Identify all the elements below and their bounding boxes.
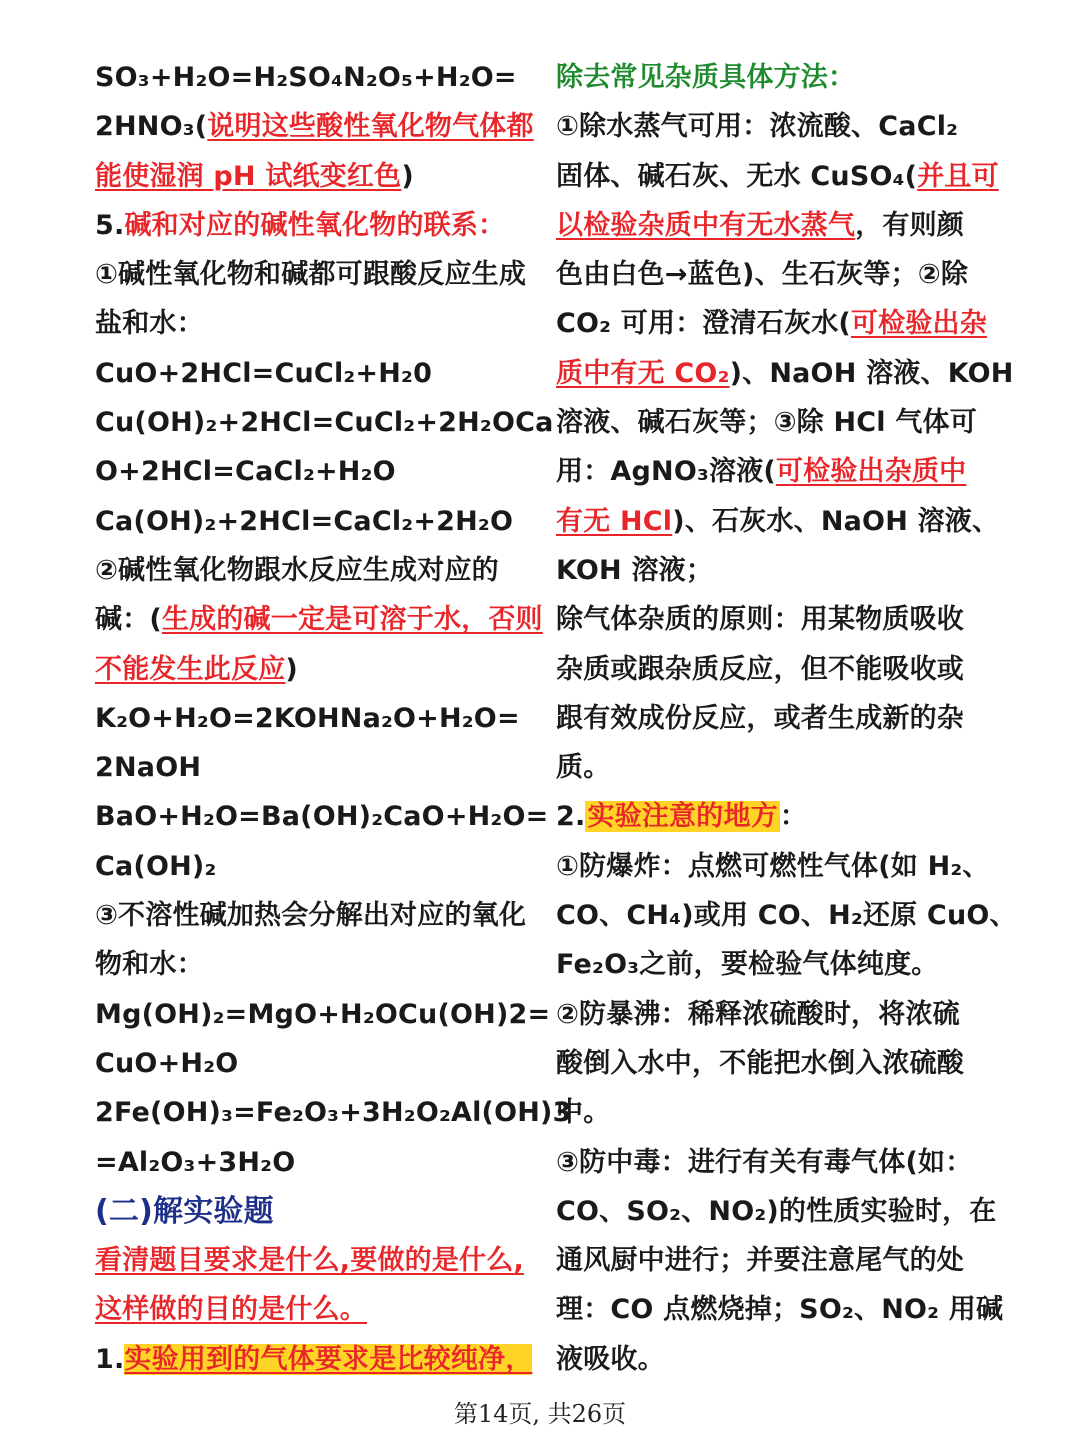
equation: Ca(OH)₂+2HCl=CaCl₂+2H₂O (95, 505, 514, 537)
red-note: 质中有无 CO₂ (556, 357, 730, 389)
text-line (556, 1138, 988, 1187)
text-line (95, 694, 540, 743)
equation: K₂O+H₂O=2KOHNa₂O+H₂O= (95, 702, 520, 734)
text-line (556, 546, 988, 595)
paren: ) (401, 160, 414, 192)
page-number: 第14页, 共26页 (453, 1400, 627, 1428)
body-text: 跟有效成份反应，或者生成新的杂 (556, 702, 964, 734)
body-text: 色由白色→蓝色)、生石灰等；②除 (556, 259, 969, 291)
equation: SO₃+H₂O=H₂SO₄N₂O₅+H₂O= (95, 62, 517, 93)
red-note: 看清题目要求是什么,要做的是什么, (95, 1245, 524, 1277)
text-line (556, 694, 988, 743)
text-line (95, 595, 543, 644)
body-text: 理：CO 点燃烧掉；SO₂、NO₂ 用碱 (556, 1294, 1004, 1326)
text-line (556, 1187, 997, 1236)
body-text: 物和水： (95, 949, 204, 981)
text-line (95, 152, 540, 201)
text-line (556, 990, 988, 1039)
left-column (95, 53, 572, 1384)
equation: 2Fe(OH)₃=Fe₂O₃+3H₂O₂Al(OH)3 (95, 1097, 572, 1129)
red-note: 这样做的目的是什么。 (95, 1294, 367, 1326)
section-number: 5. (95, 209, 125, 241)
text-line (95, 102, 540, 151)
equation: Mg(OH)₂=MgO+H₂OCu(OH)2= (95, 998, 551, 1030)
text-line (95, 1285, 540, 1334)
text-line (556, 53, 988, 102)
text-line (95, 1088, 572, 1137)
body-text: 盐和水： (95, 308, 204, 340)
equation: CuO+H₂O (95, 1047, 239, 1079)
equation: Ca(OH)₂ (95, 850, 217, 882)
text-line (95, 1236, 540, 1285)
body-text: 杂质或跟杂质反应，但不能吸收或 (556, 653, 964, 685)
body-text: ③防中毒：进行有关有毒气体(如： (556, 1146, 973, 1178)
body-text: CO₂ 可用：澄清石灰水( (556, 308, 851, 340)
text-line (95, 398, 554, 447)
text-line (556, 1285, 1004, 1334)
body-text: 除气体杂质的原则：用某物质吸收 (556, 604, 964, 636)
green-heading: 除去常见杂质具体方法： (556, 62, 856, 93)
text-line (95, 940, 540, 989)
text-line (556, 1088, 988, 1137)
body-text: ②防暴沸：稀释浓硫酸时，将浓硫 (556, 998, 960, 1030)
text-line (95, 546, 540, 595)
text-line (95, 53, 540, 102)
equation: 2HNO₃( (95, 111, 208, 143)
body-text: KOH 溶液； (556, 554, 714, 586)
red-note: 说明这些酸性氧化物气体都 (207, 111, 534, 143)
text-line (95, 1039, 540, 1088)
section-number: 1. (95, 1343, 125, 1375)
text-line (556, 497, 1000, 546)
subsection-title (95, 1187, 540, 1236)
body-text: )、石灰水、NaOH 溶液、 (672, 505, 1000, 537)
body-text: 溶液、碱石灰等；③除 HCl 气体可 (556, 407, 977, 439)
highlighted-heading: 实验注意的地方 (587, 801, 778, 833)
body-text: )、NaOH 溶液、KOH (729, 357, 1014, 389)
body-text: 酸倒入水中，不能把水倒入浓硫酸 (556, 1047, 964, 1079)
text-line (95, 645, 540, 694)
body-text: ①防爆炸：点燃可燃性气体(如 H₂、 (556, 850, 990, 882)
red-heading: 碱和对应的碱性氧化物的联系： (124, 209, 506, 241)
equation: Cu(OH)₂+2HCl=CuCl₂+2H₂OCa (95, 407, 554, 439)
text-line (556, 645, 988, 694)
text-line (556, 447, 988, 496)
text-line (95, 299, 540, 348)
text-line (95, 349, 540, 398)
red-note: 可检验出杂 (850, 308, 987, 340)
text-line (556, 201, 988, 250)
body-text: 通风厨中进行；并要注意尾气的处 (556, 1245, 964, 1277)
equation: BaO+H₂O=Ba(OH)₂CaO+H₂O= (95, 801, 549, 833)
body-text: CO、SO₂、NO₂)的性质实验时，在 (556, 1195, 997, 1227)
body-text: ①除水蒸气可用：浓流酸、CaCl₂ (556, 111, 959, 143)
text-line (556, 1335, 988, 1384)
red-note: 生成的碱一定是可溶于水，否则 (161, 604, 543, 636)
text-line (95, 447, 540, 496)
red-note: 并且可 (917, 160, 999, 192)
text-line (95, 1138, 540, 1187)
body-text: CO、CH₄)或用 CO、H₂还原 CuO、 (556, 900, 1017, 932)
text-line (556, 1039, 988, 1088)
body-text: Fe₂O₃之前，要检验气体纯度。 (556, 949, 939, 981)
body-text: ①碱性氧化物和碱都可跟酸反应生成 (95, 259, 527, 291)
text-line (556, 1236, 988, 1285)
text-line (556, 102, 988, 151)
red-note: 有无 HCl (556, 505, 673, 537)
navy-heading: (二)解实验题 (95, 1193, 274, 1229)
section-heading (556, 792, 988, 841)
text-line (556, 152, 999, 201)
equation: =Al₂O₃+3H₂O (95, 1146, 296, 1178)
text-line (95, 497, 540, 546)
text-line (95, 990, 551, 1039)
section-heading (95, 201, 540, 250)
colon: ： (779, 801, 808, 833)
body-text: 碱：( (95, 604, 162, 636)
text-line (556, 891, 1017, 940)
highlighted-note: 实验用到的气体要求是比较纯净， (124, 1343, 533, 1375)
text-line (95, 891, 540, 940)
red-note: 不能发生此反应 (95, 653, 286, 685)
paren: ) (285, 653, 298, 685)
equation: O+2HCl=CaCl₂+H₂O (95, 456, 396, 488)
red-note: 可检验出杂质中 (775, 456, 967, 488)
body-text: 中。 (556, 1097, 611, 1129)
body-text: ②碱性氧化物跟水反应生成对应的 (95, 554, 499, 586)
equation: CuO+2HCl=CuCl₂+H₂0 (95, 357, 433, 389)
section-number: 2. (556, 801, 586, 833)
text-line (556, 595, 988, 644)
body-text: 固体、碱石灰、无水 CuSO₄( (556, 160, 918, 192)
body-text: 质。 (556, 752, 611, 784)
text-line (556, 299, 988, 348)
text-line (95, 792, 549, 841)
text-line (556, 398, 988, 447)
text-line (556, 349, 1014, 398)
red-note: 以检验杂质中有无水蒸气 (556, 209, 856, 241)
right-column (556, 53, 1017, 1384)
text-line (95, 1335, 540, 1384)
body-text: ③不溶性碱加热会分解出对应的氧化 (95, 900, 527, 932)
text-line (556, 743, 988, 792)
text-line (556, 940, 988, 989)
equation: 2NaOH (95, 752, 202, 784)
red-note: 能使湿润 pH 试纸变红色 (95, 160, 402, 192)
body-text: ，有则颜 (855, 209, 965, 241)
text-line (95, 743, 540, 792)
text-line (556, 842, 988, 891)
body-text: 用：AgNO₃溶液( (556, 456, 776, 488)
body-text: 液吸收。 (556, 1343, 665, 1375)
text-line (95, 842, 540, 891)
text-line (95, 250, 540, 299)
text-line (556, 250, 988, 299)
